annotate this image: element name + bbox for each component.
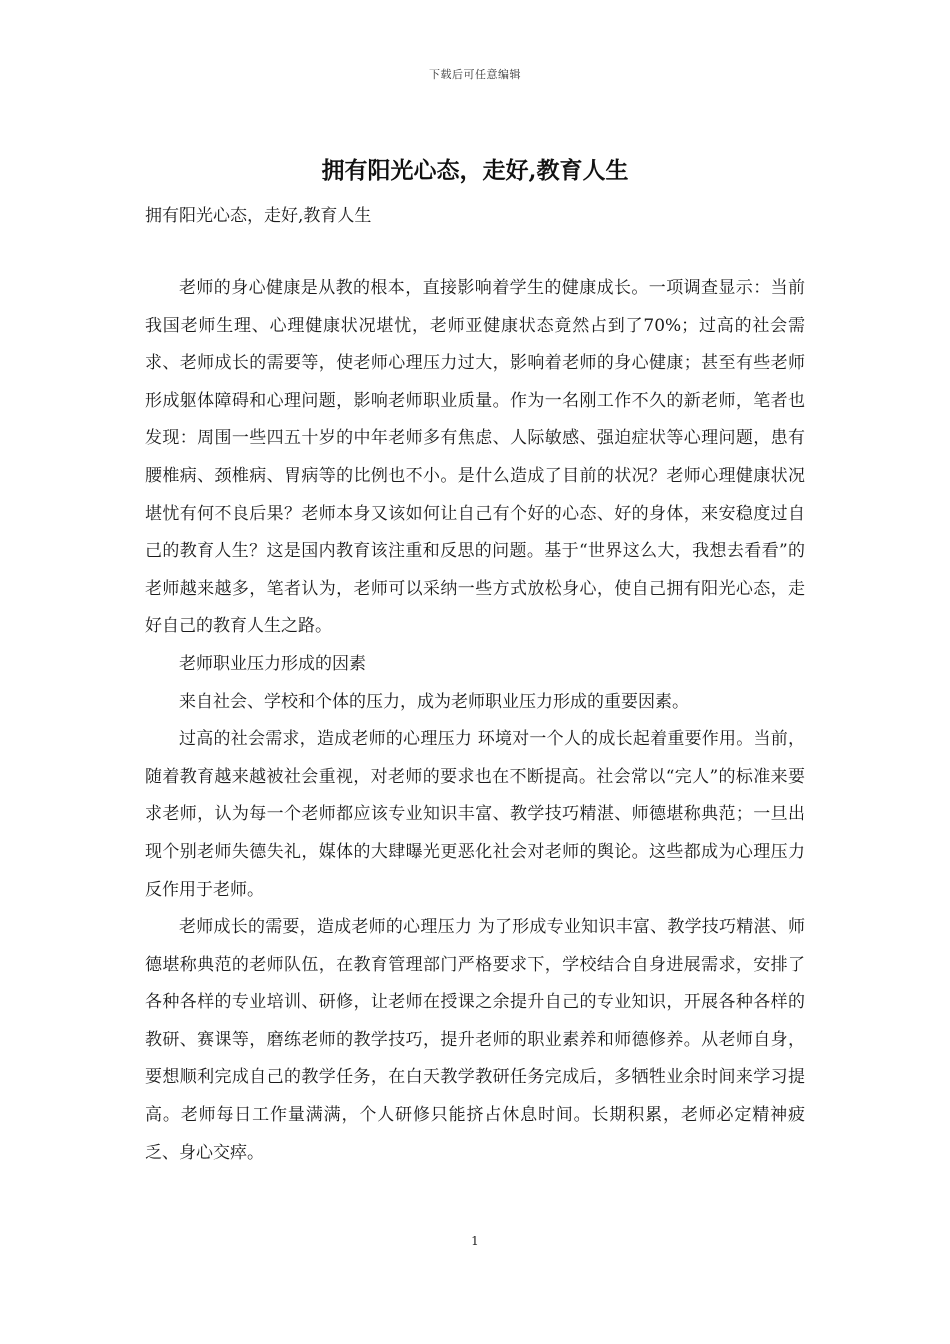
document-title: 拥有阳光心态，走好,教育人生 xyxy=(321,157,629,184)
header-note: 下载后可任意编辑 xyxy=(429,68,521,81)
document-subtitle: 拥有阳光心态，走好,教育人生 xyxy=(145,206,372,226)
page-number: 1 xyxy=(471,1234,479,1248)
section-heading: 老师职业压力形成的因素 xyxy=(179,653,366,674)
paragraph: 来自社会、学校和个体的压力，成为老师职业压力形成的重要因素。 xyxy=(179,691,689,712)
document-body xyxy=(145,270,805,1172)
paragraph: 老师成长的需要，造成老师的心理压力 为了形成专业知识丰富、教学技巧精湛、师德堪称典范的老师队伍，在教育管理部门严格要求下，学校结合自身进展需求，安排了各种各样的专业培训、研修，让老师在授课之余提升自己的专业知识，开展各种各样的教研、赛课等，磨练老师的教学技巧，提升老师的职业素养和师德修养。从老师自身，要想顺利完成自己的教学任务，在白天教学教研任务完成后，多牺牲业余时间来学习提高。老师每日工作量满满，个人研修只能挤占休息时间。长期积累，老师必定精神疲乏、身心交瘁。 xyxy=(145,917,805,1163)
paragraph: 过高的社会需求，造成老师的心理压力 环境对一个人的成长起着重要作用。当前，随着教育越来越被社会重视，对老师的要求也在不断提高。社会常以“完人”的标准来要求老师，认为每一个老师都应该专业知识丰富、教学技巧精湛、师德堪称典范；一旦出现个别老师失德失礼，媒体的大肆曝光更恶化社会对老师的舆论。这些都成为心理压力反作用于老师。 xyxy=(145,729,805,900)
paragraph: 老师的身心健康是从教的根本，直接影响着学生的健康成长。一项调查显示：当前我国老师生理、心理健康状况堪忧，老师亚健康状态竟然占到了70%；过高的社会需求、老师成长的需要等，使老师心理压力过大，影响着老师的身心健康；甚至有些老师形成躯体障碍和心理问题，影响老师职业质量。作为一名刚工作不久的新老师，笔者也发现：周围一些四五十岁的中年老师多有焦虑、人际敏感、强迫症状等心理问题，患有腰椎病、颈椎病、胃病等的比例也不小。是什么造成了目前的状况？老师心理健康状况堪忧有何不良后果？老师本身又该如何让自己有个好的心态、好的身体，来安稳度过自己的教育人生？这是国内教育该注重和反思的问题。基于“世界这么大，我想去看看”的老师越来越多，笔者认为，老师可以采纳一些方式放松身心，使自己拥有阳光心态，走好自己的教育人生之路。 xyxy=(145,278,805,637)
